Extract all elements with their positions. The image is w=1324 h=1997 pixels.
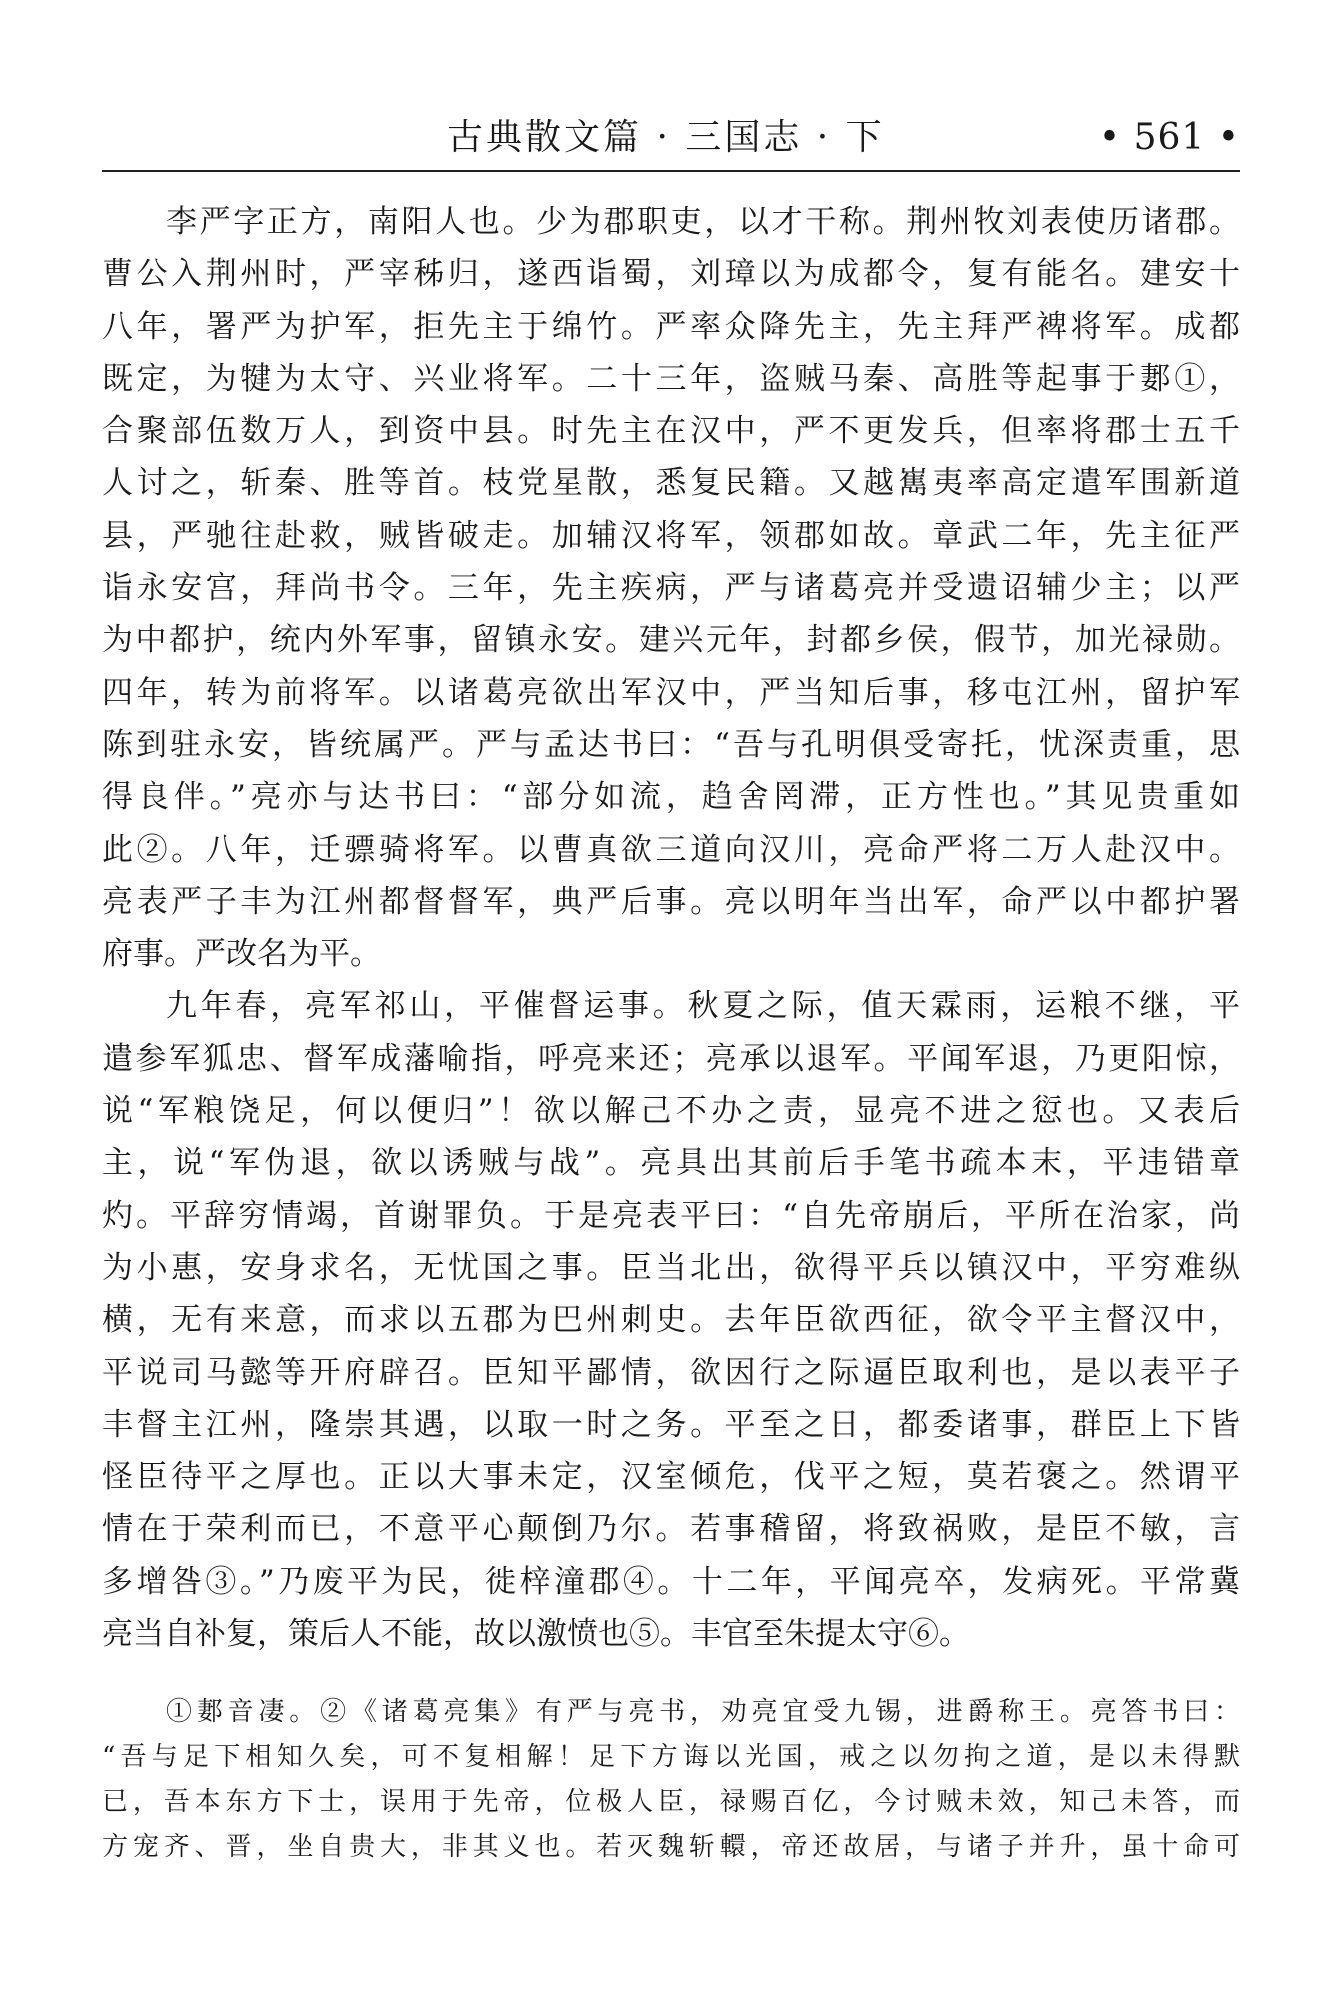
header-title: 古典散文篇 · 三国志 · 下 (447, 117, 885, 158)
text-line: 曹公入荆州时，严宰秭归，遂西诣蜀，刘璋以为成都令，复有能名。建安十 (102, 256, 1240, 293)
text-line: 亮当自补复，策后人不能，故以激愤也⑤。丰官至朱提太守⑥。 (102, 1616, 970, 1653)
footnote-line: “吾与足下相知久矣，可不复相解！足下方诲以光国，戒之以勿拘之道，是以未得默 (102, 1742, 1240, 1772)
text-line: 平说司马懿等开府辟召。臣知平鄙情，欲因行之际逼臣取利也，是以表平子 (102, 1354, 1240, 1391)
text-line: 县，严驰往赴救，贼皆破走。加辅汉将军，领郡如故。章武二年，先主征严 (102, 517, 1240, 554)
text-line: 八年，署严为护军，拒先主于绵竹。严率众降先主，先主拜严裨将军。成都 (102, 308, 1240, 345)
text-line: 九年春，亮军祁山，平催督运事。秋夏之际，值天霖雨，运粮不继，平 (166, 988, 1240, 1025)
paragraph-2 (102, 980, 1240, 1660)
text-line: 遣参军狐忠、督军成藩喻指，呼亮来还；亮承以退军。平闻军退，乃更阳惊， (102, 1040, 1240, 1077)
text-line: 李严字正方，南阳人也。少为郡职吏，以才干称。荆州牧刘表使历诸郡。 (166, 204, 1240, 240)
text-line: 为小惠，安身求名，无忧国之事。臣当北出，欲得平兵以镇汉中，平穷难纵 (102, 1249, 1240, 1286)
text-line: 府事。严改名为平。 (102, 936, 381, 973)
text-line: 此②。八年，迁骠骑将军。以曹真欲三道向汉川，亮命严将二万人赴汉中。 (102, 831, 1240, 868)
text-line: 灼。平辞穷情竭，首谢罪负。于是亮表平曰：“自先帝崩后，平所在治家，尚 (102, 1197, 1240, 1234)
text-line: 陈到驻永安，皆统属严。严与孟达书曰：“吾与孔明俱受寄托，忧深责重，思 (102, 726, 1240, 763)
text-line: 多增咎③。”乃废平为民，徙梓潼郡④。十二年，平闻亮卒，发病死。平常冀 (102, 1563, 1240, 1600)
footnote-line: ①郪音凄。②《诸葛亮集》有严与亮书，劝亮宜受九锡，进爵称王。亮答书曰： (166, 1697, 1240, 1727)
main-text (102, 196, 1240, 1660)
text-line: 主，说“军伪退，欲以诱贼与战”。亮具出其前后手笔书疏本末，平违错章 (102, 1145, 1240, 1182)
footnote-line: 方宠齐、晋，坐自贵大，非其义也。若灭魏斩轘，帝还故居，与诸子并升，虽十命可 (102, 1832, 1240, 1862)
footnote-line: 已，吾本东方下士，误用于先帝，位极人臣，禄赐百亿，今讨贼未效，知己未答，而 (102, 1787, 1240, 1817)
text-line: 得良伴。”亮亦与达书曰：“部分如流，趋舍罔滞，正方性也。”其见贵重如 (102, 779, 1240, 816)
paragraph-1 (102, 196, 1240, 980)
text-line: 合聚部伍数万人，到资中县。时先主在汉中，严不更发兵，但率将郡士五千 (102, 413, 1240, 450)
text-line: 四年，转为前将军。以诸葛亮欲出军汉中，严当知后事，移屯江州，留护军 (102, 674, 1240, 711)
running-header (102, 108, 1240, 168)
text-line: 丰督主江州，隆崇其遇，以取一时之务。平至之日，都委诸事，群臣上下皆 (102, 1406, 1240, 1443)
text-line: 亮表严子丰为江州都督督军，典严后事。亮以明年当出军，命严以中都护署 (102, 883, 1240, 920)
page-number: • 561 • (1098, 117, 1240, 158)
text-line: 既定，为犍为太守、兴业将军。二十三年，盗贼马秦、高胜等起事于郪①， (102, 360, 1240, 397)
header-rule (102, 170, 1240, 172)
text-line: 横，无有来意，而求以五郡为巴州刺史。去年臣欲西征，欲令平主督汉中， (102, 1302, 1240, 1339)
text-line: 怪臣待平之厚也。正以大事未定，汉室倾危，伐平之短，莫若褒之。然谓平 (102, 1459, 1240, 1496)
text-line: 为中都护，统内外军事，留镇永安。建兴元年，封都乡侯，假节，加光禄勋。 (102, 622, 1240, 659)
text-line: 诣永安宫，拜尚书令。三年，先主疾病，严与诸葛亮并受遗诏辅少主；以严 (102, 570, 1240, 607)
text-line: 说“军粮饶足，何以便归”！欲以解己不办之责，显亮不进之愆也。又表后 (102, 1093, 1240, 1130)
text-line: 人讨之，斩秦、胜等首。枝党星散，悉复民籍。又越嶲夷率高定遣军围新道 (102, 465, 1240, 502)
text-line: 情在于荣利而已，不意平心颠倒乃尔。若事稽留，将致祸败，是臣不敏，言 (102, 1511, 1240, 1548)
footnotes (102, 1690, 1240, 1870)
